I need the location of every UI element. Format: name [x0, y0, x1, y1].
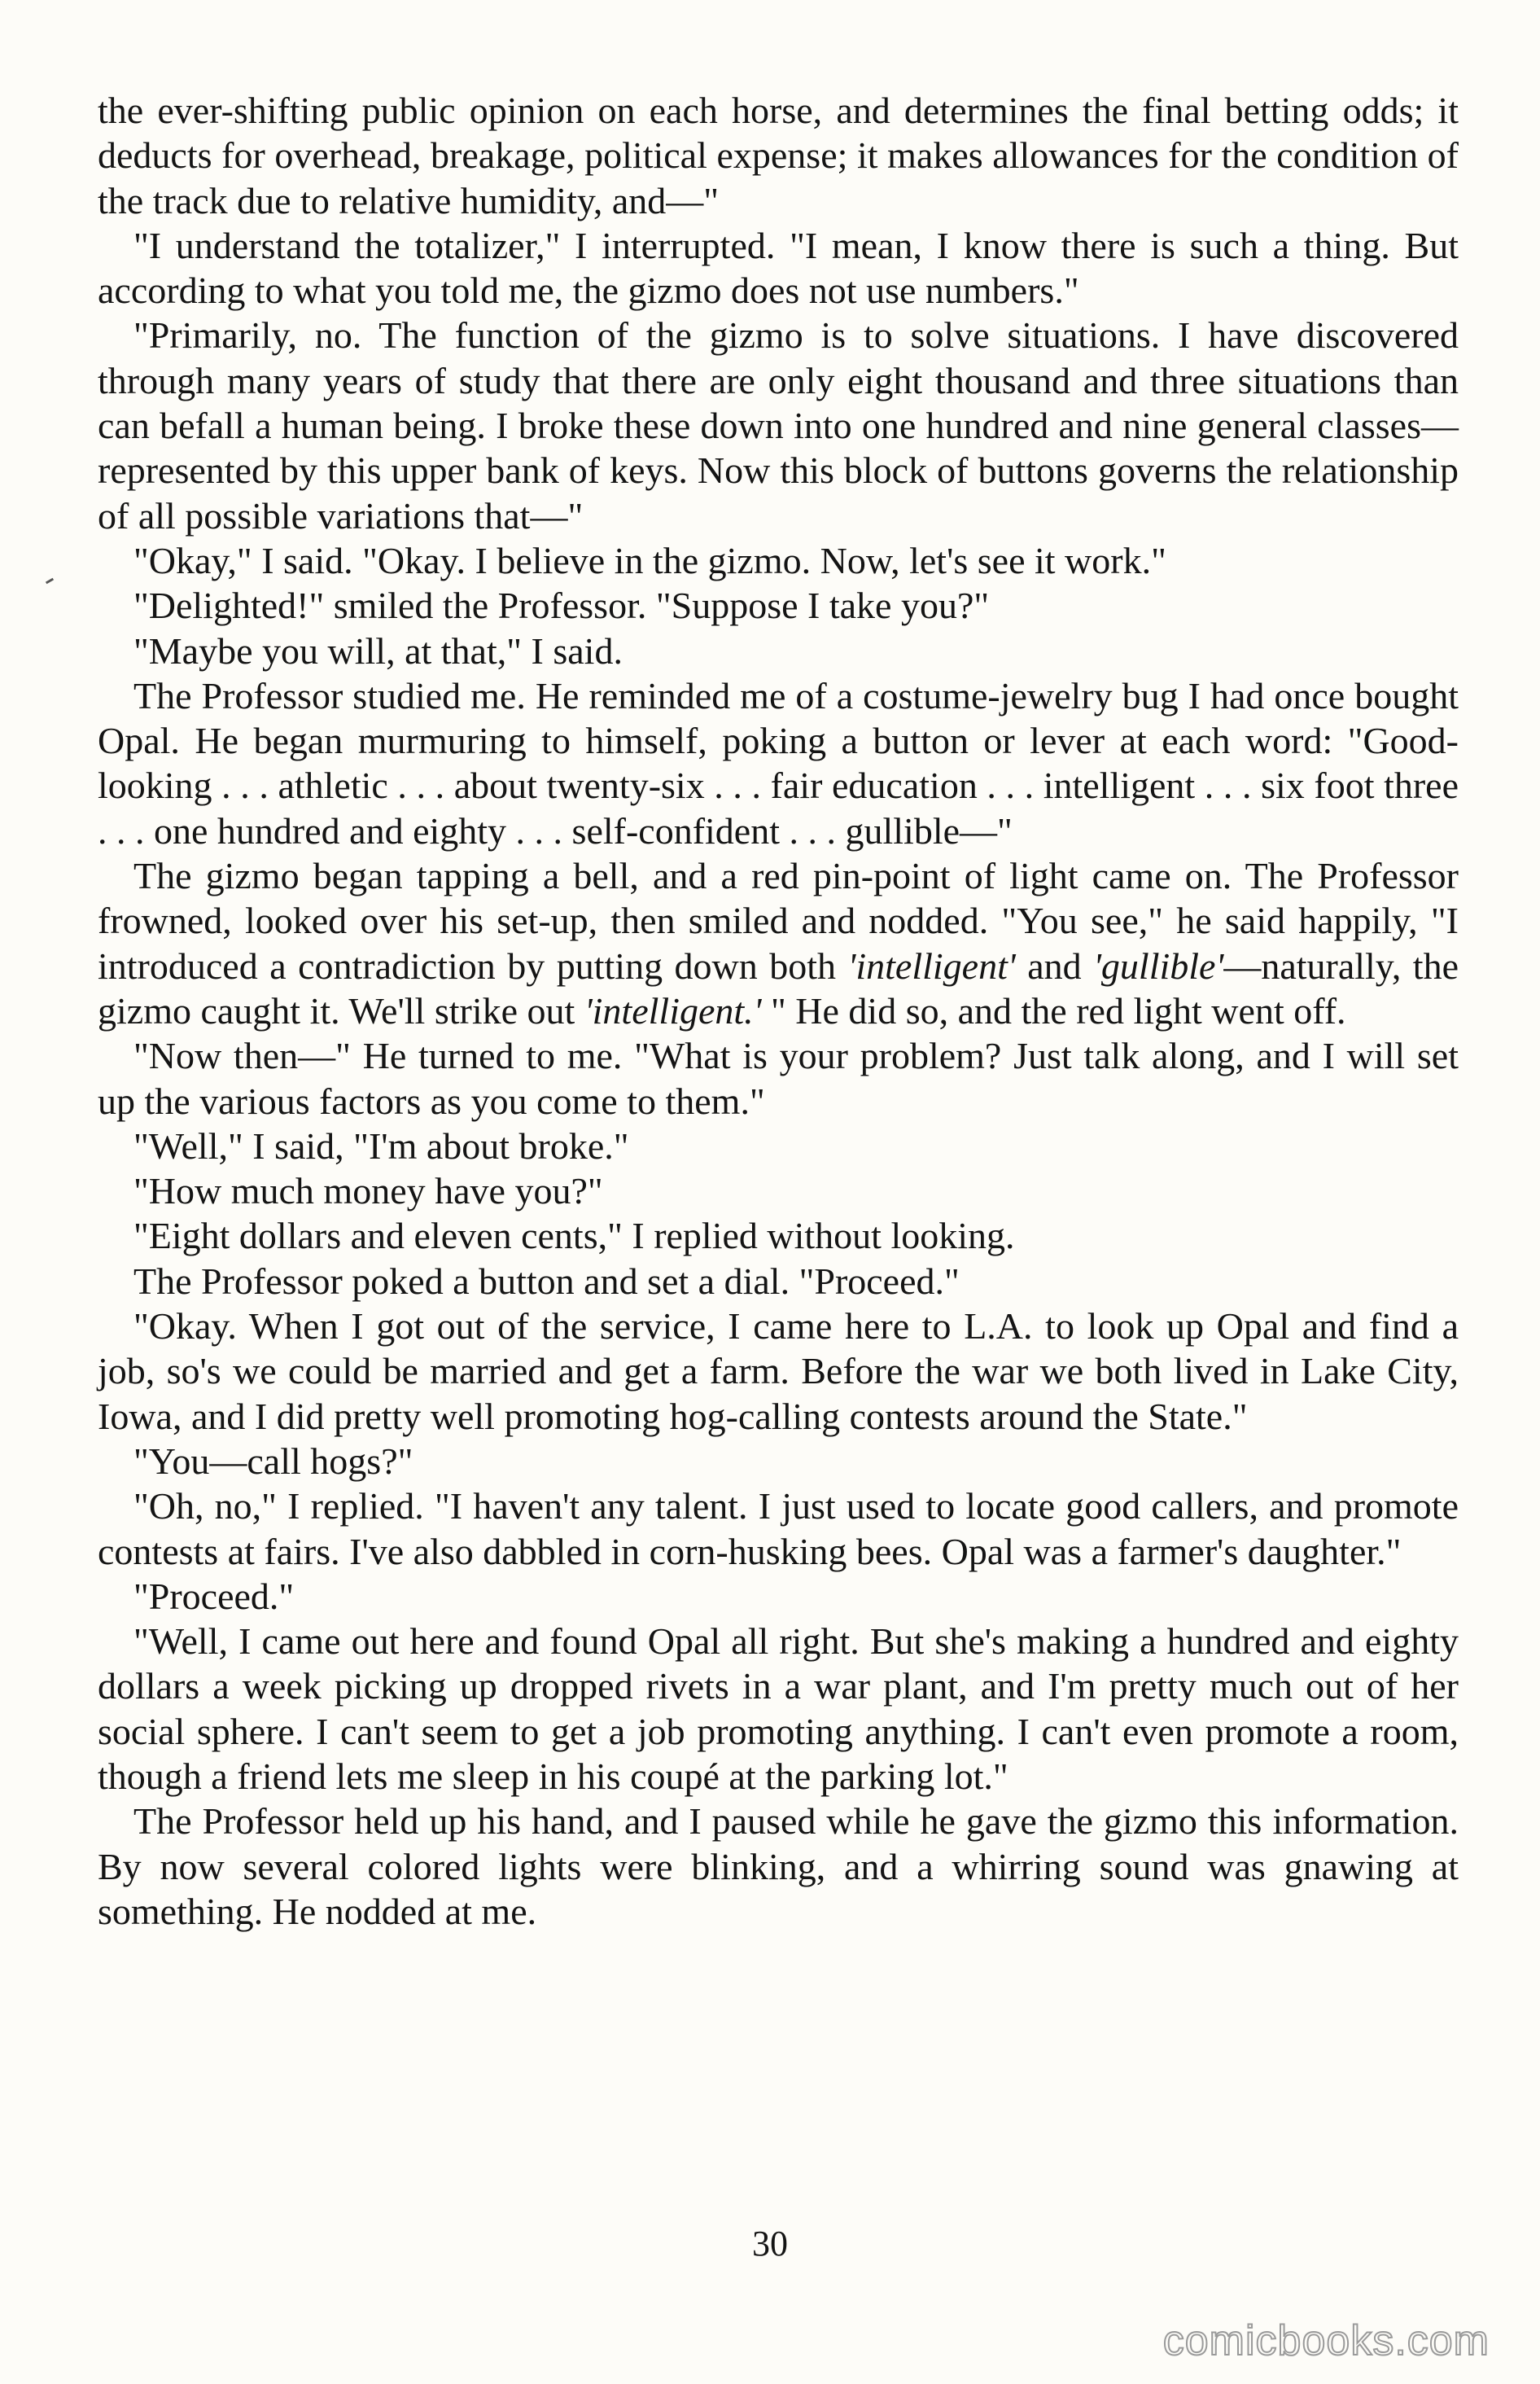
text-run: The Professor studied me. He reminded me of a costume-jewelry bug I had once bought Opal. He began murmuring to himself, poking a button or lever at each word: "Good-looking . . . athletic . . . about twenty-six . . . fair education . . . intelligent . . . six foot three . . . one hundred and eighty . . . self-confident . . . gullible—" — [98, 674, 1459, 852]
text-run: The gizmo began tapping a bell, and a red pin-point of light came on. The Professor frowned, looked over his set-up, then smiled and nodded. "You see," he said happily, "I introduced a contradiction by putting down both — [98, 855, 1459, 987]
paragraph — [98, 1619, 1459, 1799]
watermark: comicbooks.com — [1162, 2317, 1490, 2364]
text-run: "Delighted!" smiled the Professor. "Suppose I take you?" — [133, 585, 990, 627]
paragraph — [98, 629, 1459, 673]
text-run: "Maybe you will, at that," I said. — [133, 629, 623, 672]
paragraph — [98, 1124, 1459, 1168]
paragraph — [98, 1799, 1459, 1934]
italic-text: 'gullible' — [1093, 944, 1224, 987]
paragraph — [98, 673, 1459, 853]
paragraph — [98, 1168, 1459, 1213]
text-run: "Primarily, no. The function of the gizmo is to solve situations. I have discovered through many years of study that there are only eight thousand and three situations than can befall a human being. I broke these down into one hundred and nine general classes—represented by this upper bank of keys. Now this block of buttons governs the relationship of all possible variations that—" — [98, 314, 1459, 537]
text-run: "Well, I came out here and found Opal all right. But she's making a hundred and eighty dollars a week picking up dropped rivets in a war plant, and I'm pretty much out of her social sphere. I can't seem to get a job promoting anything. I can't even promote a room, though a friend lets me sleep in his coupé at the parking lot." — [98, 1620, 1459, 1797]
italic-text: 'intelligent.' — [584, 989, 762, 1032]
text-run: "Now then—" He turned to me. "What is your problem? Just talk along, and I will set up the various factors as you come to them." — [98, 1035, 1459, 1122]
paragraph — [98, 88, 1459, 223]
text-run: The Professor held up his hand, and I paused while he gave the gizmo this information. By now several colored lights were blinking, and a whirring sound was gnawing at something. He nodded at me. — [98, 1800, 1459, 1932]
paragraph — [98, 1033, 1459, 1124]
paragraph — [98, 853, 1459, 1033]
paragraph — [98, 1439, 1459, 1483]
text-run: "Well," I said, "I'm about broke." — [133, 1124, 629, 1167]
italic-text: 'intelligent' — [847, 944, 1016, 987]
stray-ink-mark — [46, 578, 54, 585]
paragraph — [98, 1574, 1459, 1619]
text-run: "How much money have you?" — [133, 1170, 603, 1212]
text-run: "Okay. When I got out of the service, I came here to L.A. to look up Opal and find a job, so's we could be married and get a farm. Before the war we both lived in Lake City, Iowa, and I did pretty well promoting hog-calling contests around the State." — [98, 1305, 1459, 1437]
paragraph — [98, 1259, 1459, 1304]
paragraph — [98, 1304, 1459, 1439]
paragraph — [98, 1213, 1459, 1258]
paragraph — [98, 223, 1459, 313]
text-run: "You—call hogs?" — [133, 1440, 413, 1482]
page-body — [98, 88, 1459, 1934]
text-run: and — [1015, 944, 1094, 987]
text-run: the ever-shifting public opinion on each horse, and determines the final betting odds; it deducts for overhead, breakage, political expense; it makes allowances for the condition of the track due to relative humidity, and—" — [98, 90, 1459, 221]
text-run: " He did so, and the red light went off. — [761, 989, 1346, 1032]
paragraph — [98, 538, 1459, 583]
text-run: "Proceed." — [133, 1575, 295, 1617]
text-run: "Eight dollars and eleven cents," I replied without looking. — [133, 1215, 1015, 1257]
text-run: "Oh, no," I replied. "I haven't any talent. I just used to locate good callers, and promote contests at fairs. I've also dabbled in corn-husking bees. Opal was a farmer's daughter." — [98, 1485, 1459, 1572]
text-run: "Okay," I said. "Okay. I believe in the gizmo. Now, let's see it work." — [133, 539, 1166, 581]
text-run: "I understand the totalizer," I interrupted. "I mean, I know there is such a thing. But according to what you told me, the gizmo does not use numbers." — [98, 224, 1459, 312]
paragraph — [98, 583, 1459, 628]
paragraph — [98, 313, 1459, 537]
page-number: 30 — [752, 2224, 788, 2263]
text-run: —naturally, the gizmo caught it. We'll strike out — [98, 944, 1459, 1032]
paragraph — [98, 1483, 1459, 1574]
text-run: The Professor poked a button and set a dial. "Proceed." — [133, 1260, 960, 1302]
